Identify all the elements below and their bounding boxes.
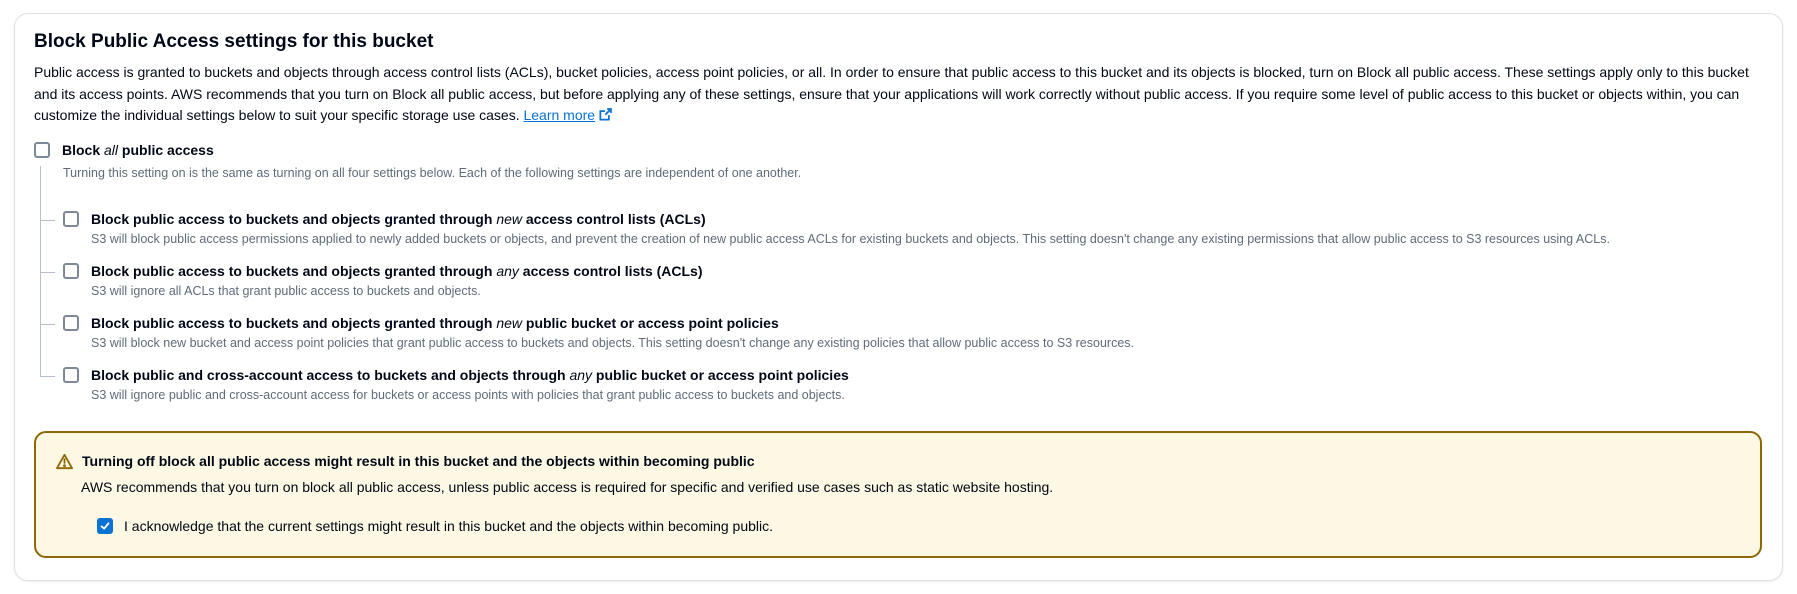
intro-text: Public access is granted to buckets and objects through access control lists (ACLs), bucket policies, access point policies, or all. In order to ensure that public access to this bucket and its objects is blocked, turn on Block all public access. These settings apply only to this bucket and its access points. AWS recommends that you turn on Block all public access, but before applying any of these settings, ensure that your applications will work correctly without public access. If you require some level of public access to this bucket or objects within, you can customize the individual settings below to suit your specific storage use cases. bbox=[34, 64, 1749, 123]
block-all-label[interactable]: Block all public access bbox=[62, 141, 214, 158]
page-title: Block Public Access settings for this bucket bbox=[34, 31, 434, 52]
warning-alert bbox=[34, 431, 1762, 558]
learn-more-link[interactable] bbox=[523, 107, 613, 123]
setting-label[interactable]: Block public access to buckets and objects granted through new public bucket or access point policies bbox=[91, 314, 779, 331]
setting-item-new-policies bbox=[40, 313, 1762, 365]
setting-item-any-acls bbox=[40, 261, 1762, 313]
checkbox-block-any-policies[interactable] bbox=[63, 367, 79, 383]
acknowledge-label[interactable]: I acknowledge that the current settings might result in this bucket and the objects within becoming public. bbox=[124, 517, 774, 534]
setting-description: S3 will block new bucket and access point policies that grant public access to buckets and objects. This setting doesn't change any existing policies that allow public access to S3 resources. bbox=[91, 335, 1135, 350]
warning-title: Turning off block all public access might result in this bucket and the objects within becoming public bbox=[82, 452, 755, 469]
learn-more-label: Learn more bbox=[523, 107, 596, 123]
check-icon bbox=[99, 520, 111, 532]
block-public-access-card bbox=[14, 13, 1783, 581]
intro-paragraph bbox=[34, 62, 1762, 127]
external-link-icon bbox=[598, 107, 613, 122]
block-all-children bbox=[40, 164, 1762, 404]
checkbox-block-new-policies[interactable] bbox=[63, 315, 79, 331]
setting-label[interactable]: Block public access to buckets and objects granted through any access control lists (ACLs) bbox=[91, 262, 703, 279]
block-all-description: Turning this setting on is the same as turning on all four settings below. Each of the following settings are independent of one another. bbox=[40, 164, 1762, 209]
warning-body: AWS recommends that you turn on block all public access, unless public access is required for specific and verified use cases such as static website hosting. bbox=[81, 478, 1054, 495]
setting-item-any-policies bbox=[40, 365, 1762, 404]
block-all-setting bbox=[34, 140, 1762, 160]
setting-label[interactable]: Block public access to buckets and objects granted through new access control lists (ACLs) bbox=[91, 210, 706, 227]
block-all-checkbox[interactable] bbox=[34, 142, 50, 158]
setting-label[interactable]: Block public and cross-account access to buckets and objects through any public bucket or access point policies bbox=[91, 366, 849, 383]
checkbox-block-any-acls[interactable] bbox=[63, 263, 79, 279]
setting-description: S3 will ignore public and cross-account access for buckets or access points with policies that grant public access to buckets and objects. bbox=[91, 387, 845, 402]
setting-description: S3 will block public access permissions applied to newly added buckets or objects, and prevent the creation of new public access ACLs for existing buckets and objects. This setting doesn't change any existing permissions that allow public access to S3 resources using ACLs. bbox=[91, 231, 1610, 246]
setting-description: S3 will ignore all ACLs that grant public access to buckets and objects. bbox=[91, 283, 481, 298]
setting-item-new-acls bbox=[40, 209, 1762, 261]
checkbox-block-new-acls[interactable] bbox=[63, 211, 79, 227]
acknowledge-checkbox[interactable] bbox=[97, 518, 113, 534]
acknowledge-row bbox=[97, 516, 1738, 536]
warning-icon bbox=[56, 453, 73, 470]
